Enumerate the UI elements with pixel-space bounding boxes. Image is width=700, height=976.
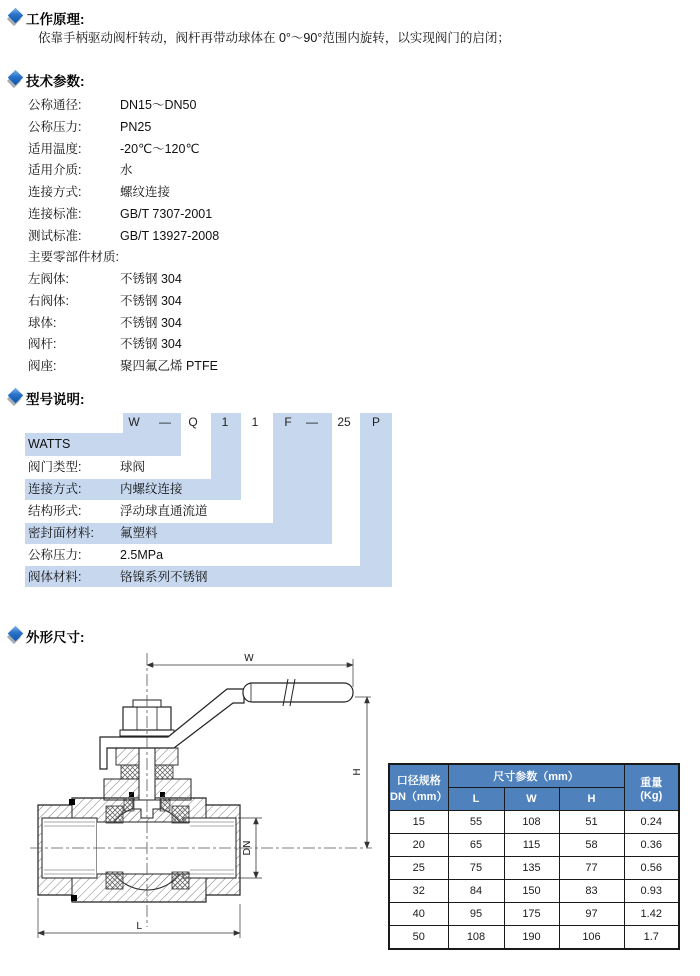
model-row-label: 阀体材料: [28,570,82,584]
model-row-label: 阀门类型: [28,460,82,474]
model-code-cell: 25 [337,415,351,429]
model-row-value: 氟塑料 [120,526,158,540]
param-row [28,160,408,180]
table-header-l: L [448,788,504,811]
model-heading-text: 型号说明: [26,392,85,407]
param-label: 公称通径: [28,98,82,112]
param-value: 不锈钢 304 [120,337,182,351]
model-code-cell: P [371,415,380,429]
param-label: 适用温度: [28,142,82,156]
model-row-label: 结构形式: [28,504,82,518]
dim-label-l: L [136,921,142,932]
model-code-cell: 1 [221,415,229,429]
param-row [28,95,408,115]
model-row [28,545,388,565]
param-label: 右阀体: [28,294,69,308]
model-code-cell: — [306,415,318,429]
model-row-label: 公称压力: [28,548,82,562]
dim-label-w: W [244,653,254,664]
model-code-cell: Q [188,415,198,429]
param-label: 阀杆: [28,337,57,351]
param-value: GB/T 7307-2001 [120,207,213,221]
param-row [28,313,408,333]
model-code-cell: W [128,415,140,429]
param-value: 不锈钢 304 [120,294,182,308]
model-code-cell: 1 [251,415,259,429]
dim-label-h: H [352,768,363,776]
model-row [28,434,388,454]
param-label: 测试标准: [28,229,82,243]
table-header-row [389,764,679,788]
diamond-bullet-icon [8,389,25,406]
valve-seat [106,872,123,889]
param-row [28,334,408,354]
param-label: 连接方式: [28,185,82,199]
gland [155,748,178,765]
handle-grip [243,683,353,702]
param-label: 公称压力: [28,120,82,134]
param-label: 连接标准: [28,207,82,221]
diamond-bullet-icon [8,627,25,644]
model-row-value: 球阀 [120,460,146,474]
dimensions-table [388,763,680,950]
param-row [28,204,408,224]
dim-label-dn: DN [242,840,253,856]
table-row: 25 75 135 77 0.56 [389,857,679,880]
param-row [28,139,408,159]
param-value: DN15～DN50 [120,98,197,112]
model-row-value: 铬镍系列不锈钢 [120,570,208,584]
param-label: 球体: [28,316,57,330]
param-row [28,182,408,202]
diamond-bullet-icon [8,9,25,26]
param-value: 螺纹连接 [120,185,171,199]
param-value: 不锈钢 304 [120,316,182,330]
param-label: 左阀体: [28,272,69,286]
param-row [28,226,408,246]
param-row [28,247,408,267]
bonnet [104,779,139,800]
param-label: 适用介质: [28,163,82,177]
param-value: -20℃～120℃ [120,142,200,156]
param-value: 水 [120,163,133,177]
packing [155,765,173,779]
model-row [28,523,388,543]
model-row-label: 密封面材料: [28,526,94,540]
param-row [28,356,408,376]
model-row [28,567,388,587]
valve-seat [172,872,189,889]
model-row [28,501,388,521]
valve-seat [106,806,123,823]
model-code-cell: F [284,415,292,429]
model-row-value: 2.5MPa [120,548,164,562]
param-label: 主要零部件材质: [28,250,119,264]
param-row [28,291,408,311]
table-header-dn: 口径规格 DN（mm） [389,764,448,811]
param-value: 不锈钢 304 [120,272,182,286]
dimensions-heading-text: 外形尺寸: [26,630,85,645]
table-row: 40 95 175 97 1.42 [389,903,679,926]
packing [121,765,139,779]
valve-seat [172,806,189,823]
params-heading-text: 技术参数: [26,74,85,89]
table-row: 15 55 108 51 0.24 [389,811,679,834]
model-code-diagram [0,410,400,592]
model-row [28,479,388,499]
gland [116,748,139,765]
model-row-label: 连接方式: [28,482,82,496]
model-row-label: WATTS [28,437,71,451]
param-row [28,269,408,289]
table-header-h: H [559,788,624,811]
table-row: 32 84 150 83 0.93 [389,880,679,903]
param-value: GB/T 13927-2008 [120,229,220,243]
model-code-cell: — [159,415,171,429]
model-row-value: 浮动球直通流道 [120,504,208,518]
model-row-value: 内螺纹连接 [120,482,183,496]
bonnet [155,779,191,800]
diamond-bullet-icon [8,71,25,88]
table-row: 20 65 115 58 0.36 [389,834,679,857]
principle-heading-text: 工作原理: [26,12,85,27]
param-value: 聚四氟乙烯 PTFE [120,359,218,373]
table-header-weight: 重量 (Kg) [624,764,679,811]
param-row [28,117,408,137]
principle-body-text: 依靠手柄驱动阀杆转动，阀杆再带动球体在 0°～90°范围内旋转，以实现阀门的启闭； [38,31,510,45]
table-row: 50 108 190 106 1.7 [389,926,679,950]
model-row [28,457,388,477]
valve-cross-section-drawing [0,645,400,976]
table-header-size-group: 尺寸参数（mm） [448,764,624,788]
param-value: PN25 [120,120,152,134]
param-label: 阀座: [28,359,57,373]
table-header-w: W [504,788,559,811]
